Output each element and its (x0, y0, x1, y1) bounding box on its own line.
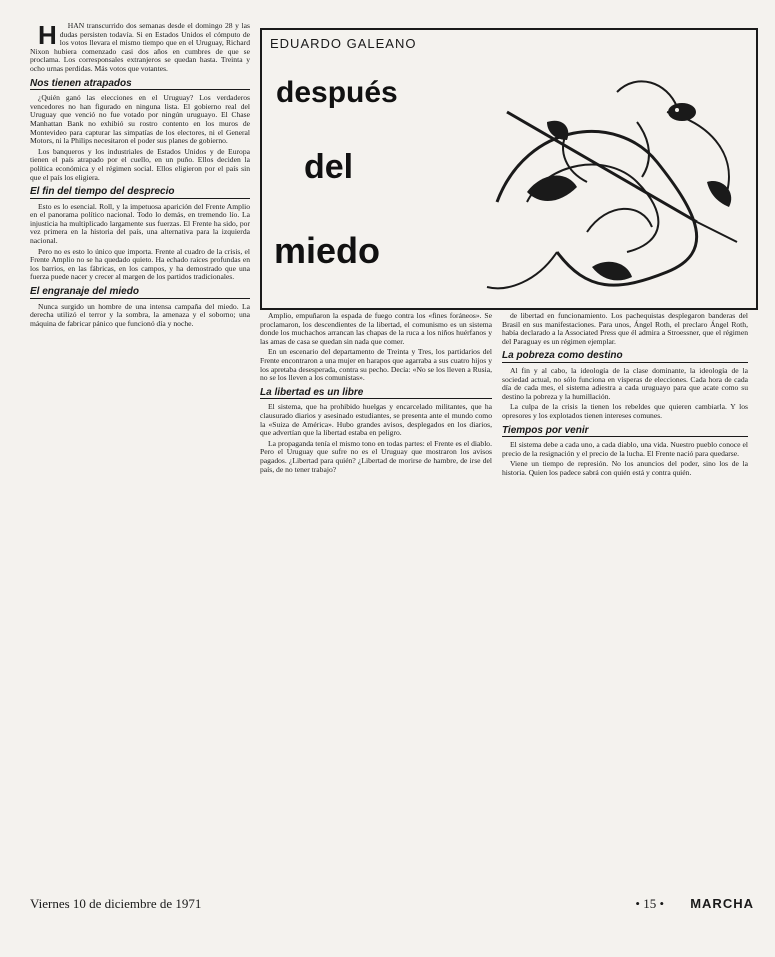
paragraph: Pero no es esto lo único que importa. Frente al cuadro de la crisis, el Frente Amplio no se ha quedado quieto. Ha echado raíces profundas en los barrios, en las fábricas, en los campos, y ha demostrado que una fuerza puede nacer y crecer al margen de los partidos tradicionales. (30, 246, 250, 282)
paragraph: Los banqueros y los industriales de Estados Unidos y de Europa tienen el país atrapado por el cuello, en un puño. Ellos deciden la política económica y el régimen social. Ellos eligieron por el país sin que el país los eligiera. (30, 146, 250, 182)
section-heading-atrapados: Nos tienen atrapados (30, 80, 250, 91)
intro-paragraph: H HAN transcurrido dos semanas desde el domingo 28 y las dudas persisten todavía. Si en Estados Unidos el cómputo de los votos llevara el mismo tiempo que en el Uruguay, Richard Nixon hubiera comenzado casi dos años en cumbres de que se proclama. Los corresponsales extranjeros se quedan hasta. Treinta y ocho urnas perdidas. Más votos que votantes. (30, 22, 250, 73)
section-heading-pobreza: La pobreza como destino (502, 352, 748, 363)
paragraph: La propaganda tenía el mismo tono en todas partes: el Frente es el diablo. Pero el Uruguay que sufre no es el Uruguay que mostraron los avisos pagados. ¿Libertad para quién? ¿Libertad de morirse de hambre, de irse del país, de no tener trabajo? (260, 438, 492, 474)
section-heading-desprecio: El fin del tiempo del desprecio (30, 188, 250, 199)
drop-cap: H (38, 22, 57, 50)
page-footer (30, 896, 754, 916)
author-byline: EDUARDO GALEANO (270, 36, 417, 51)
paragraph: Al fin y al cabo, la ideología de la clase dominante, la ideología de la sociedad actual, no sólo funciona en vísperas de elecciones. Cada hora de cada día de cada mes, el sistema adiestra a cada uruguayo para que acate como su destino la pobreza y la humillación. (502, 365, 748, 401)
paragraph: Amplio, empuñaron la espada de fuego contra los «fines foráneos». Se proclamaron, los descendientes de la libertad, el comunismo es un sistema donde los muchachos arrancan las chapas de la ruca a los niños huérfanos y las amas de casa se quedan sin nada que comer. (260, 312, 492, 346)
page-number: • 15 • (635, 896, 664, 911)
paragraph: En un escenario del departamento de Treinta y Tres, los partidarios del Frente encontraron a una mujer en harapos que agarraba a sus cuatro hijos y los apretaba desesperada, contra su pecho. Decía: «No se los lleven a Rusia, no se los lleven a los comunistas». (260, 347, 492, 383)
column-left (30, 22, 250, 882)
title-box (260, 28, 758, 310)
section-heading-libertad: La libertad es un libre (260, 389, 492, 400)
section-heading-tiempos: Tiempos por venir (502, 427, 748, 438)
paragraph: Nunca surgido un hombre de una intensa campaña del miedo. La derecha utilizó el terror y la sombra, la amenaza y el soborno; una máquina de fabricar pánico que funcionó día y noche. (30, 301, 250, 328)
paragraph: ¿Quién ganó las elecciones en el Uruguay? Los verdaderos vencedores no han figurado en ninguna lista. El gobierno real del Uruguay que venció no fue votado por ningún uruguayo. El Chase Manhattan Bank no exhibió su rostro contento en los muros de Montevideo para capturar las simpatías de los electores, ni el General Motors, ni la Philips necesitaron el poder sus planes de gobierno. (30, 93, 250, 146)
column-right (502, 312, 748, 882)
paragraph: de libertad en funcionamiento. Los pachequistas desplegaron banderas del Brasil en sus manifestaciones. Para unos, Ángel Roth, el preclaro Ángel Roth, había declarado a la Associated Press que él admira a Stroessner, que el régimen del Paraguay es un régimen ejemplar. (502, 312, 748, 346)
paragraph: La culpa de la crisis la tienen los rebeldes que quieren cambiarla. Y los opresores y los explotados tienen intereses comunes. (502, 402, 748, 420)
title-word: del (304, 148, 354, 186)
paragraph: El sistema debe a cada uno, a cada diablo, una vida. Nuestro pueblo conoce el precio de la resignación y el precio de la lucha. El Frente nació para quedarse. (502, 440, 748, 458)
newspaper-page (22, 22, 754, 937)
issue-date: Viernes 10 de diciembre de 1971 (30, 896, 202, 911)
title-word: miedo (274, 230, 381, 271)
paragraph: Esto es lo esencial. Roll, y la impetuosa aparición del Frente Amplio en el panorama político nacional. Todo lo demás, en tremendo lío. La injusticia ha multiplicado largamente sus fuerzas. El Frente ha sido, por vez primera en la historia del país, una alternativa para la izquierda nacional. (30, 201, 250, 246)
serpent-illustration (467, 52, 752, 302)
column-middle (260, 312, 492, 882)
title-word: después (276, 76, 398, 109)
section-heading-engranaje: El engranaje del miedo (30, 288, 250, 299)
masthead: MARCHA (690, 896, 754, 911)
paragraph: Viene un tiempo de represión. No los anuncios del poder, sino los de la historia. Quien los padece sabrá con quién está y contra quién. (502, 459, 748, 477)
paragraph: El sistema, que ha prohibido huelgas y encarcelado militantes, que ha clausurado diarios y asesinado estudiantes, se presenta ante el mundo como la «Suiza de América». Hubo grandes avisos, desplegados en los diarios, que advertían que la libertad estaba en peligro. (260, 402, 492, 438)
